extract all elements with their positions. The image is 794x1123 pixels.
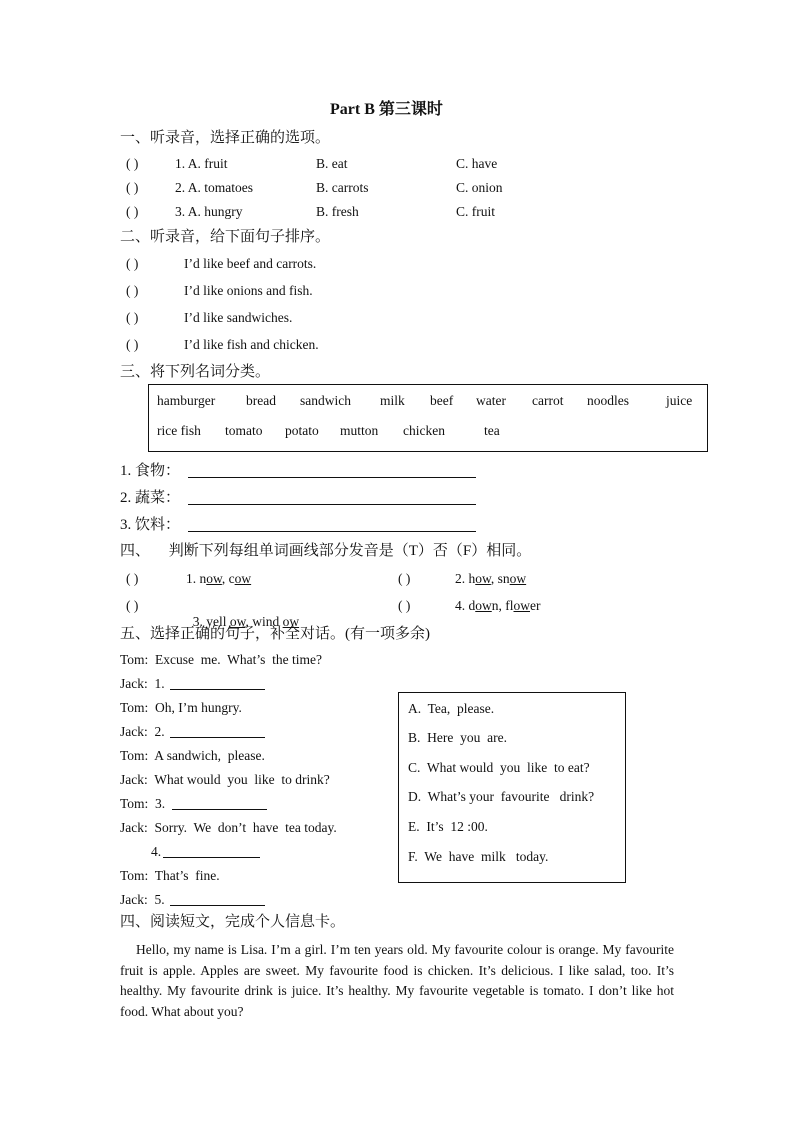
category-drink-blank[interactable]: [188, 516, 476, 532]
word-part: c: [228, 571, 235, 586]
sentence: I’d like sandwiches.: [184, 310, 293, 325]
question-option-c: C. onion: [456, 180, 503, 195]
word-part: n: [491, 598, 499, 613]
answer-blank-2[interactable]: [170, 724, 265, 738]
options-box: [398, 692, 626, 883]
answer-paren[interactable]: ( ): [126, 337, 139, 352]
dialogue-line: Jack: 2.: [120, 724, 165, 739]
word-tea: tea: [484, 423, 500, 438]
word-part: n: [199, 571, 207, 586]
dialogue-line: 4.: [151, 844, 162, 859]
section5-heading: 五、选择正确的句子，补全对话。(有一项多余): [120, 626, 430, 642]
section4-heading: 四、 判断下列每组单词画线部分发音是（T）否（F）相同。: [120, 543, 532, 559]
word-juice: juice: [666, 393, 693, 408]
word-pair: [455, 598, 541, 614]
word-part: sn: [497, 571, 510, 586]
word-bread: bread: [246, 393, 276, 408]
word-noodles: noodles: [587, 393, 629, 408]
item-number: 2.: [455, 571, 469, 586]
word-part: h: [468, 571, 476, 586]
word-part: yell: [206, 614, 230, 630]
option-f: F. We have milk today.: [408, 849, 549, 864]
word-pair: [455, 571, 526, 587]
option-d: D. What’s your favourite drink?: [408, 789, 595, 804]
word-pair: [186, 571, 251, 587]
category-food-label: 1. 食物：: [120, 463, 181, 479]
underlined-letters: ow: [509, 571, 527, 586]
underlined-letters: ow: [229, 614, 246, 630]
category-drink-label: 3. 饮料：: [120, 517, 181, 533]
dialogue-line: Tom: That’s fine.: [120, 868, 220, 883]
answer-blank-1[interactable]: [170, 676, 265, 690]
word-rice-fish: rice fish: [157, 423, 201, 438]
sentence: I’d like onions and fish.: [184, 283, 313, 298]
separator: ,: [498, 598, 506, 613]
word-milk: milk: [380, 393, 405, 408]
sentence: I’d like fish and chicken.: [184, 337, 319, 352]
option-b: B. Here you are.: [408, 730, 507, 745]
dialogue-line: Jack: Sorry. We don’t have tea today.: [120, 820, 337, 835]
separator: ,: [221, 571, 229, 586]
answer-blank-5[interactable]: [170, 892, 265, 906]
category-food-blank[interactable]: [188, 462, 476, 478]
word-part: er: [530, 598, 541, 613]
underlined-letters: ow: [475, 598, 492, 613]
dialogue-line: Tom: Oh, I’m hungry.: [120, 700, 242, 715]
word-carrot: carrot: [532, 393, 564, 408]
answer-paren[interactable]: ( ): [126, 156, 139, 171]
answer-paren[interactable]: ( ): [126, 598, 139, 613]
category-vegetable-blank[interactable]: [188, 489, 476, 505]
word-sandwich: sandwich: [300, 393, 351, 408]
separator: ,: [490, 571, 498, 586]
underlined-letters: ow: [206, 571, 222, 586]
question-option-b: B. carrots: [316, 180, 369, 195]
answer-paren[interactable]: ( ): [126, 283, 139, 298]
word-part: d: [468, 598, 476, 613]
option-e: E. It’s 12 :00.: [408, 819, 488, 834]
question-option-a: 3. A. hungry: [175, 204, 243, 219]
option-a: A. Tea, please.: [408, 701, 495, 716]
word-hamburger: hamburger: [157, 393, 216, 408]
word-bank-box: [148, 384, 708, 452]
answer-paren[interactable]: ( ): [126, 310, 139, 325]
question-option-b: B. fresh: [316, 204, 359, 219]
page-title: Part B 第三课时: [330, 101, 443, 118]
dialogue-line: Jack: What would you like to drink?: [120, 772, 330, 787]
question-option-c: C. have: [456, 156, 498, 171]
answer-paren[interactable]: ( ): [398, 571, 411, 586]
answer-paren[interactable]: ( ): [126, 256, 139, 271]
word-chicken: chicken: [403, 423, 445, 438]
section2-heading: 二、听录音，给下面句子排序。: [120, 229, 331, 245]
underlined-letters: ow: [475, 571, 491, 586]
item-number: 3.: [192, 614, 207, 630]
section1-heading: 一、听录音，选择正确的选项。: [120, 130, 331, 146]
answer-paren[interactable]: ( ): [398, 598, 411, 613]
underlined-letters: ow: [513, 598, 530, 613]
question-option-a: 1. A. fruit: [175, 156, 228, 171]
word-mutton: mutton: [340, 423, 379, 438]
reading-passage: Hello, my name is Lisa. I’m a girl. I’m ten years old. My favourite colour is orange. My favourite fruit is apple. Apples are sweet. My favourite food is chicken. It’s delicious. I like salad, too. It’s healthy. My favourite drink is juice. It’s healthy. My favourite vegetable is tomato. I don’t like hot food. What about you?: [120, 942, 674, 1019]
dialogue-line: Tom: 3.: [120, 796, 166, 811]
answer-blank-3[interactable]: [172, 796, 267, 810]
section3-heading: 三、将下列名词分类。: [120, 364, 271, 380]
question-option-c: C. fruit: [456, 204, 495, 219]
dialogue-line: Tom: Excuse me. What’s the time?: [120, 652, 323, 667]
underlined-letters: ow: [282, 614, 300, 630]
answer-paren[interactable]: ( ): [126, 204, 139, 219]
word-water: water: [476, 393, 506, 408]
word-part: fl: [505, 598, 514, 613]
word-potato: potato: [285, 423, 319, 438]
sentence: I’d like beef and carrots.: [184, 256, 317, 271]
section6-heading: 四、阅读短文，完成个人信息卡。: [120, 914, 346, 930]
question-option-b: B. eat: [316, 156, 348, 171]
dialogue-line: Tom: A sandwich, please.: [120, 748, 265, 763]
answer-blank-4[interactable]: [163, 844, 260, 858]
underlined-letters: ow: [234, 571, 252, 586]
question-option-a: 2. A. tomatoes: [175, 180, 253, 195]
category-vegetable-label: 2. 蔬菜：: [120, 490, 181, 506]
answer-paren[interactable]: ( ): [126, 571, 139, 586]
item-number: 4.: [455, 598, 469, 613]
answer-paren[interactable]: ( ): [126, 180, 139, 195]
separator: ,: [245, 614, 253, 630]
item-number: 1.: [186, 571, 200, 586]
dialogue-line: Jack: 5.: [120, 892, 165, 907]
word-tomato: tomato: [225, 423, 263, 438]
option-c: C. What would you like to eat?: [408, 760, 590, 775]
dialogue-line: Jack: 1.: [120, 676, 165, 691]
word-part: wind: [252, 614, 283, 630]
word-beef: beef: [430, 393, 454, 408]
